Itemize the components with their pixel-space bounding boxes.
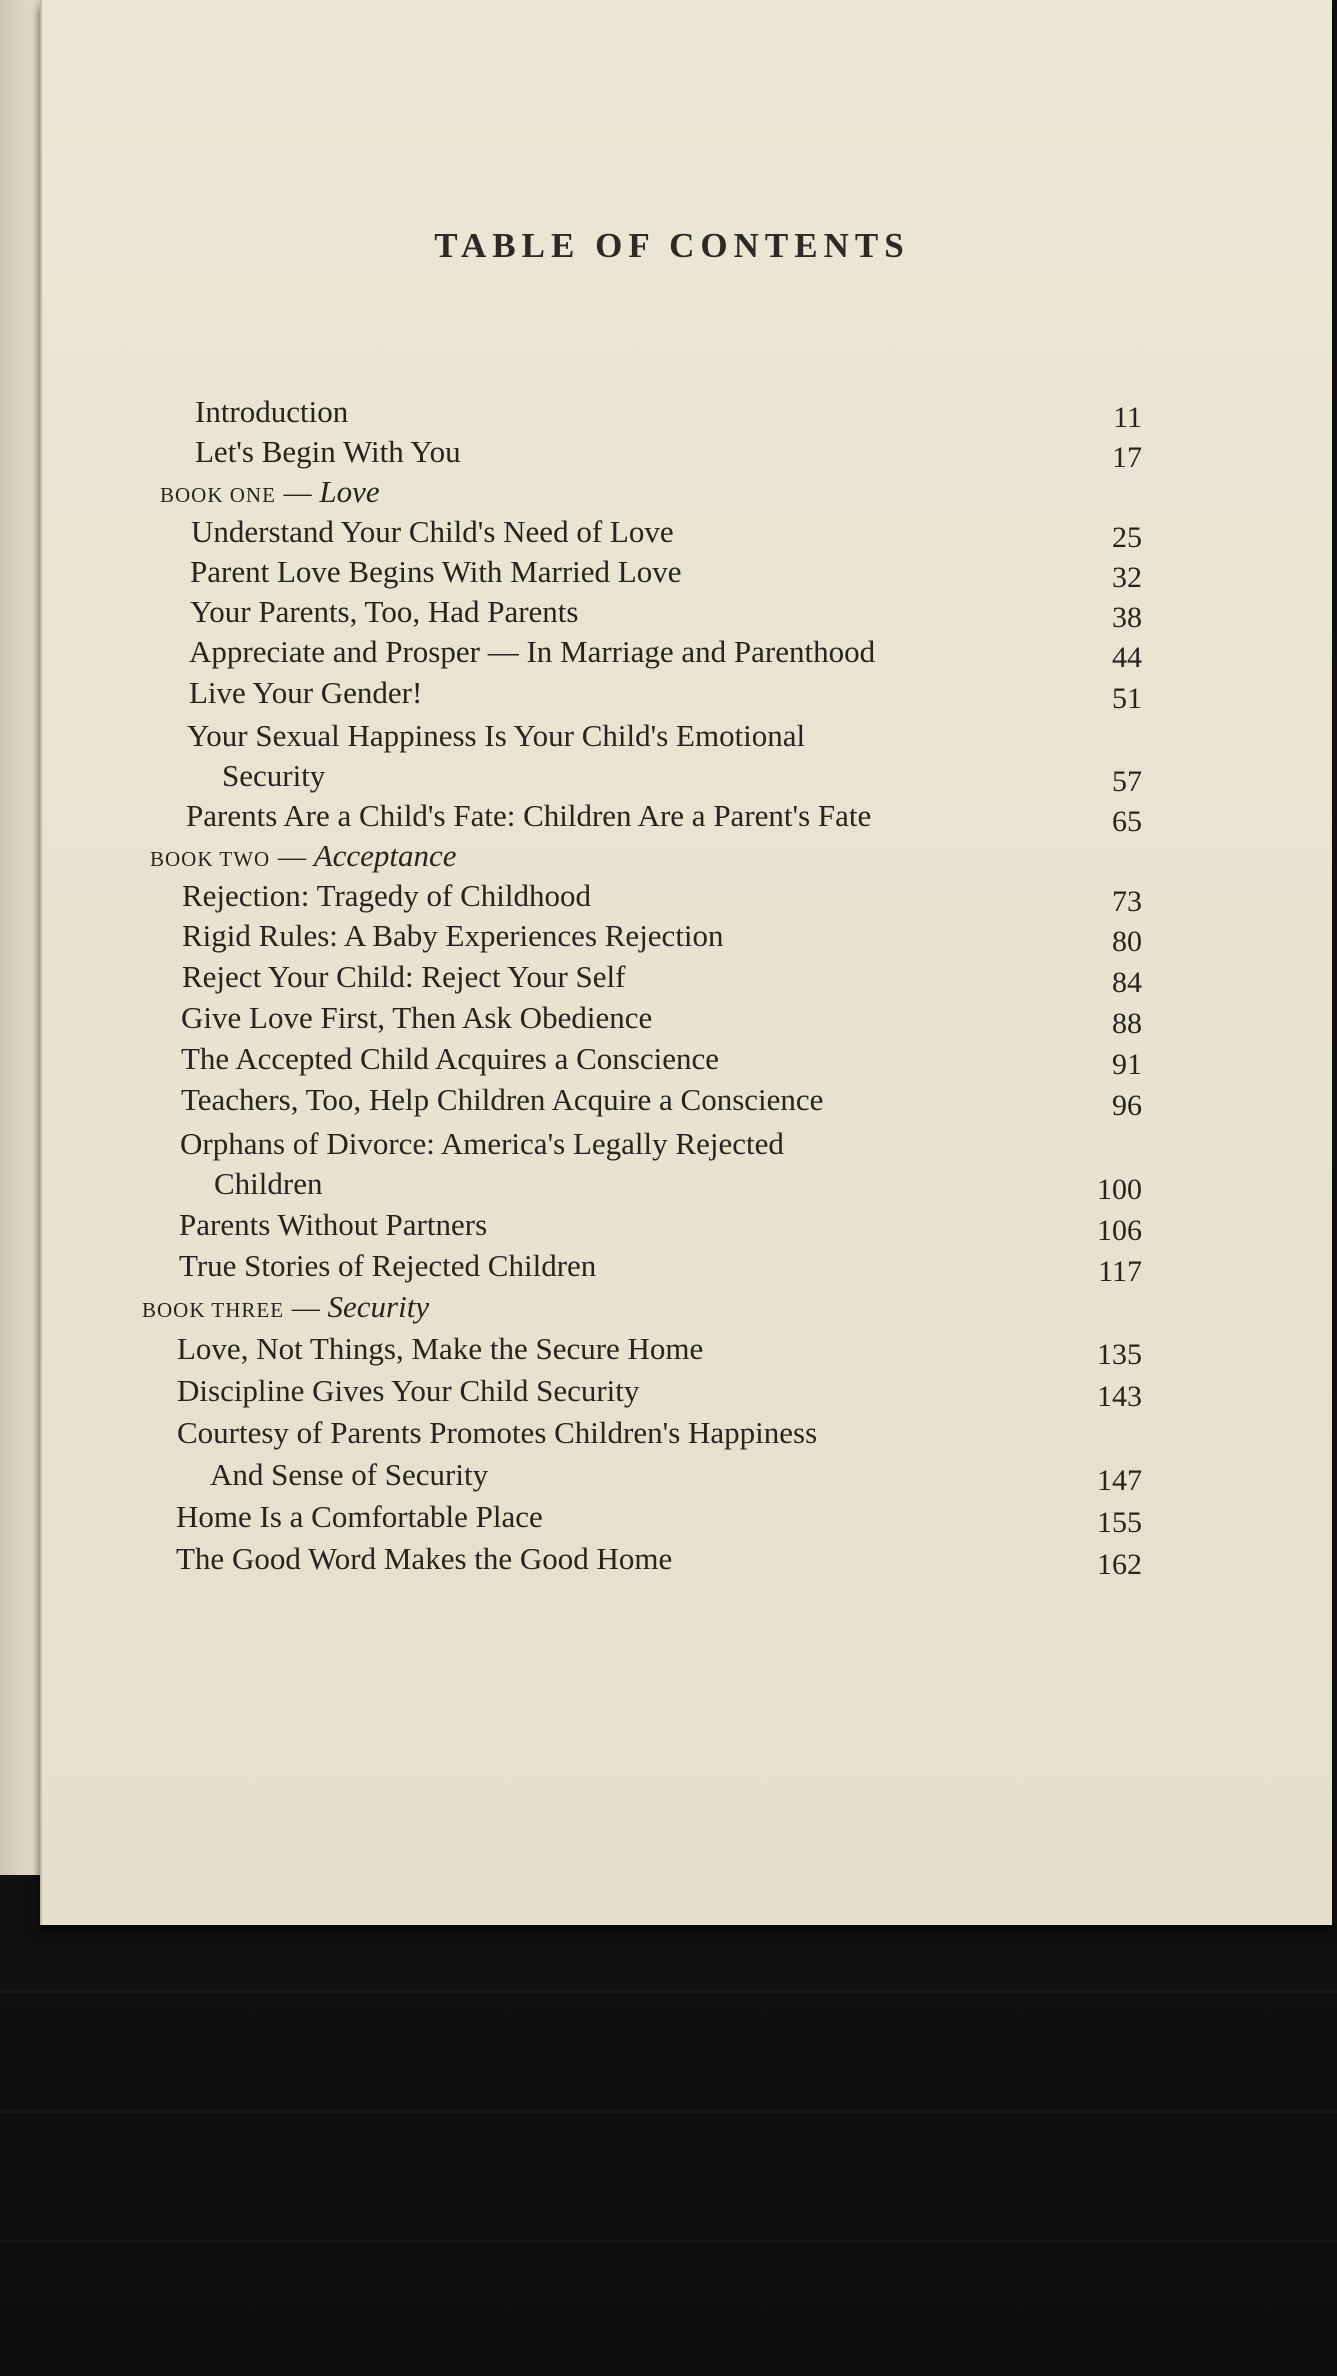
entry-title: Parent Love Begins With Married Love — [190, 554, 682, 589]
entry-title: Discipline Gives Your Child Security — [177, 1373, 640, 1408]
entry-title: Orphans of Divorce: America's Legally Rejected — [180, 1126, 784, 1161]
book-name: Love — [319, 474, 380, 509]
toc-entry — [42, 1124, 1332, 1164]
book-dash: — — [277, 842, 306, 873]
toc-entry — [42, 512, 1332, 552]
page-number: 32 — [1112, 561, 1142, 594]
entry-title: Appreciate and Prosper — In Marriage and Parenthood — [189, 634, 876, 669]
book-dash: — — [283, 478, 312, 509]
toc-entry — [42, 552, 1332, 592]
toc-entry-continuation — [42, 1164, 1332, 1204]
entry-title: Teachers, Too, Help Children Acquire a Conscience — [181, 1082, 824, 1117]
page-number: 17 — [1112, 441, 1142, 474]
book-heading-text — [142, 1287, 429, 1330]
page-number: 155 — [1097, 1506, 1142, 1539]
page-number: 91 — [1112, 1048, 1142, 1081]
entry-title: Your Parents, Too, Had Parents — [190, 594, 579, 629]
entry-title: Let's Begin With You — [195, 434, 461, 469]
book-heading-text — [150, 836, 457, 879]
entry-title: Introduction — [195, 394, 349, 429]
book-label: BOOK ONE — [160, 483, 276, 507]
toc-entry — [42, 876, 1332, 916]
toc-entry — [42, 916, 1332, 956]
toc-entry — [42, 632, 1332, 672]
toc-entry — [42, 592, 1332, 632]
book-heading — [42, 836, 1332, 876]
entry-title: The Good Word Makes the Good Home — [176, 1541, 673, 1576]
toc-entry — [42, 1080, 1332, 1120]
page-number: 57 — [1112, 765, 1142, 798]
entry-title-continued: And Sense of Security — [210, 1457, 489, 1492]
entry-title: Parents Without Partners — [179, 1207, 488, 1242]
entry-title: Love, Not Things, Make the Secure Home — [177, 1331, 704, 1366]
entry-title: True Stories of Rejected Children — [179, 1248, 597, 1283]
wood-grain — [0, 2110, 1337, 2113]
book-heading — [42, 472, 1332, 512]
toc-entry-continuation — [42, 1455, 1332, 1495]
entry-title: The Accepted Child Acquires a Conscience — [181, 1041, 720, 1076]
toc-entry — [42, 392, 1332, 432]
toc-entry-continuation — [42, 756, 1332, 796]
page-number: 84 — [1112, 966, 1142, 999]
page-number: 11 — [1113, 401, 1142, 434]
page-number: 65 — [1112, 805, 1142, 838]
entry-title-continued: Children — [214, 1166, 323, 1201]
toc-entry — [42, 998, 1332, 1038]
toc-entry — [42, 1497, 1332, 1537]
entry-title-continued: Security — [222, 758, 326, 793]
toc-entry — [42, 1205, 1332, 1245]
toc-entry — [42, 1371, 1332, 1411]
entry-title: Live Your Gender! — [189, 675, 423, 710]
page-number: 96 — [1112, 1089, 1142, 1122]
page-number: 106 — [1097, 1214, 1142, 1247]
page-number: 117 — [1098, 1255, 1142, 1288]
toc-entry — [42, 1413, 1332, 1453]
page-title: TABLE OF CONTENTS — [434, 226, 910, 265]
page-number: 100 — [1097, 1173, 1142, 1206]
page-number: 73 — [1112, 885, 1142, 918]
toc-entry — [42, 796, 1332, 836]
entry-title: Rigid Rules: A Baby Experiences Rejection — [182, 918, 724, 953]
book-dash: — — [291, 1293, 320, 1324]
entry-title: Reject Your Child: Reject Your Self — [182, 959, 626, 994]
entry-title: Courtesy of Parents Promotes Children's Happiness — [177, 1415, 818, 1450]
entry-title: Your Sexual Happiness Is Your Child's Emotional — [187, 718, 806, 753]
toc-entry — [42, 1246, 1332, 1286]
table-of-contents — [42, 0, 1332, 1925]
book-page — [40, 0, 1332, 1925]
entry-title: Home Is a Comfortable Place — [176, 1499, 543, 1534]
toc-entry — [42, 1539, 1332, 1579]
page-number: 51 — [1112, 682, 1142, 715]
entry-title: Understand Your Child's Need of Love — [191, 514, 674, 549]
page-number: 80 — [1112, 925, 1142, 958]
page-number: 38 — [1112, 601, 1142, 634]
page-number: 25 — [1112, 521, 1142, 554]
book-name: Security — [327, 1289, 430, 1324]
page-number: 162 — [1097, 1548, 1142, 1581]
wood-grain — [0, 2240, 1337, 2243]
toc-entry — [42, 716, 1332, 756]
book-heading — [42, 1287, 1332, 1327]
book-label: BOOK TWO — [150, 847, 271, 871]
book-heading-text — [160, 472, 380, 515]
page-number: 88 — [1112, 1007, 1142, 1040]
book-label: BOOK THREE — [142, 1298, 285, 1322]
toc-entry — [42, 957, 1332, 997]
page-number: 143 — [1097, 1380, 1142, 1413]
toc-entry — [42, 432, 1332, 472]
entry-title: Give Love First, Then Ask Obedience — [181, 1000, 653, 1035]
page-number: 147 — [1097, 1464, 1142, 1497]
page-number: 135 — [1097, 1338, 1142, 1371]
wood-grain — [0, 1990, 1337, 1993]
entry-title: Parents Are a Child's Fate: Children Are a Parent's Fate — [186, 798, 872, 833]
page-number: 44 — [1112, 641, 1142, 674]
toc-entry — [42, 673, 1332, 713]
book-name: Acceptance — [313, 838, 457, 873]
toc-entry — [42, 1039, 1332, 1079]
entry-title: Rejection: Tragedy of Childhood — [182, 878, 592, 913]
toc-entry — [42, 1329, 1332, 1369]
